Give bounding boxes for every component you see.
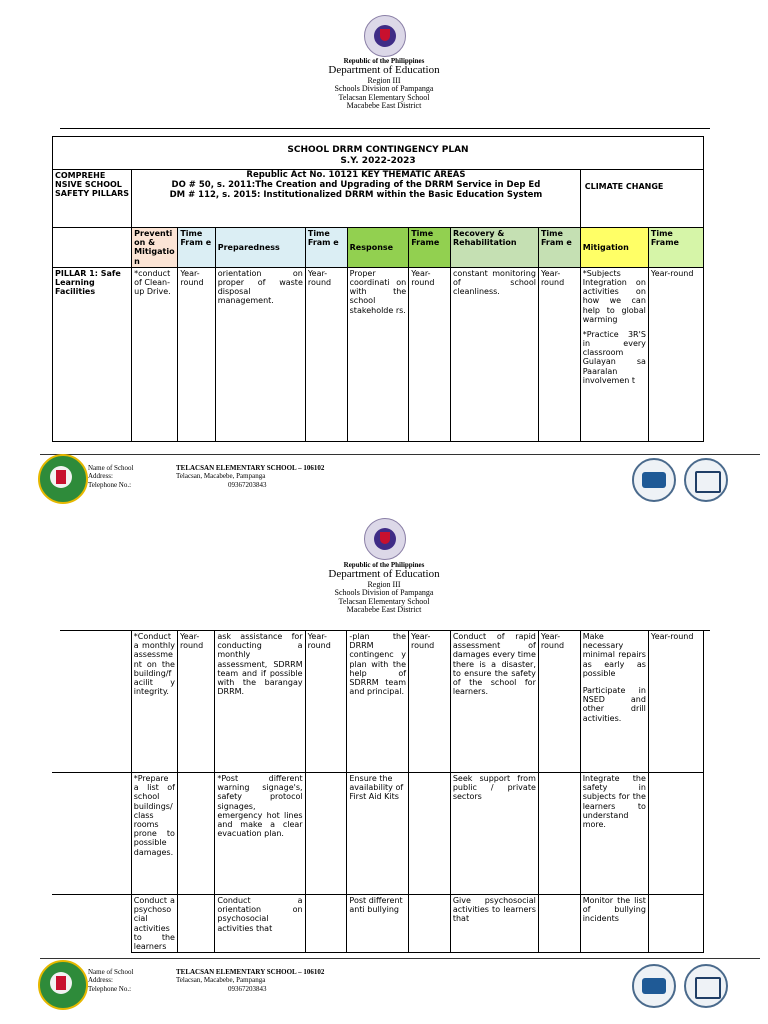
preparedness-cell: orientation on proper of waste disposal management. [215,267,305,441]
time-frame-cell [648,895,703,953]
time-frame-cell: Year-round [305,631,347,773]
response-cell: -plan the DRRM contingenc y plan with the help of SDRRM team and principal. [347,631,409,773]
footer-school-name: TELACSAN ELEMENTARY SCHOOL – 106102 [176,464,325,472]
footer-labels [88,464,134,489]
republic-line: Republic of the Philippines [343,561,425,569]
time-frame-cell: Year-round [177,631,214,773]
col-time-frame-2: Time Fram e [305,228,347,268]
response-cell: Proper coordinati on with the school stakeholde rs. [347,267,409,441]
time-frame-cell: Year-round [648,631,703,773]
contingency-plan-table-continued [52,630,704,953]
thematic-line-1: Republic Act No. 10121 KEY THEMATIC AREAS [246,170,466,180]
footer-values [176,464,324,489]
time-frame-cell: Year-round [538,631,580,773]
footer-name-label: Name of School [88,464,134,472]
time-frame-cell: Year-round [409,631,451,773]
school-line: Telacsan Elementary School [338,92,430,102]
prevention-cell: *Conduct a monthly assessment on the building/facilit y integrity. [131,631,177,773]
deped-seal-icon [364,15,406,57]
dqc-cert-icon [632,964,676,1008]
footer-phone: 09367203843 [228,984,267,993]
department-line: Department of Education [328,64,440,77]
deped-seal-icon [364,518,406,560]
division-line: Schools Division of Pampanga [334,84,434,94]
recovery-cell: constant monitoring of school cleanliness. [450,267,538,441]
time-frame-cell: Year-round [538,267,580,441]
mitigation-item: Make necessary minimal repairs as early as possible [582,632,646,678]
footer-address-label: Address: [88,976,113,985]
footer-rule [40,958,760,959]
time-frame-cell [305,773,347,895]
footer-school-name: TELACSAN ELEMENTARY SCHOOL – 106102 [176,968,325,976]
prevention-cell: *Prepare a list of school buildings/class rooms prone to possible damages. [131,773,177,895]
col-time-frame-1: Time Fram e [178,228,215,268]
footer-values [176,968,324,993]
pillars-header: COMPREHE NSIVE SCHOOL SAFETY PILLARS [53,170,132,228]
preparedness-cell: *Post different warning signage's, safety protocol signages, emergency hot lines and make a clear evacuation plan. [215,773,305,895]
school-line: Telacsan Elementary School [338,596,430,606]
recovery-cell: Conduct of rapid assessment of damages every time there is a disaster, to ensure the safety of the school for learners. [450,631,538,773]
pillar-1-label: PILLAR 1: Safe Learning Facilities [53,267,132,441]
prevention-cell: *conduct of Clean-up Drive. [132,267,178,441]
footer-address: Telacsan, Macabebe, Pampanga [176,472,266,481]
mitigation-cell: Integrate the safety in subjects for the learners to understand more. [580,773,648,895]
school-logo-icon [38,960,88,1010]
plan-title: SCHOOL DRRM CONTINGENCY PLAN [287,145,469,155]
response-cell: Post different anti bullying [347,895,409,953]
footer-rule [40,454,760,455]
mitigation-item: *Practice 3R'S in every classroom Gulayan sa Paaralan involvemen t [582,329,646,385]
col-response: Response [347,228,409,268]
blank-pillar-cell [52,773,131,895]
table-row [52,631,704,773]
header-rule [60,128,710,129]
time-frame-cell [648,773,703,895]
mitigation-cell: Monitor the list of bullying incidents [580,895,648,953]
page2-footer [0,952,768,1016]
recovery-cell: Give psychosocial activities to learners that [450,895,538,953]
thematic-line-3: DM # 112, s. 2015: Institutionalized DRRM within the Basic Education System [169,189,543,200]
thematic-line-2: DO # 50, s. 2011:The Creation and Upgrading of the DRRM Service in Dep Ed [171,179,541,190]
region-line: Region III [367,579,401,589]
page1-footer [0,448,768,508]
page1-letterhead [0,58,768,110]
school-year: S.Y. 2022-2023 [340,155,416,166]
preparedness-cell: Conduct a orientation on psychosocial activities that [215,895,305,953]
time-frame-cell [538,773,580,895]
time-frame-cell: Year-round [305,267,347,441]
blank-pillar-cell [52,895,131,953]
col-time-frame-3: Time Frame [409,228,451,268]
division-line: Schools Division of Pampanga [334,588,434,598]
iqnet-cert-icon [684,458,728,502]
page2-letterhead [0,562,768,614]
time-frame-cell [177,895,214,953]
blank-pillar-cell [52,631,131,773]
footer-address-label: Address: [88,472,113,481]
district-line: Macabebe East District [346,605,422,615]
iqnet-cert-icon [684,964,728,1008]
time-frame-cell: Year-round [178,267,215,441]
footer-phone-label: Telephone No.: [88,480,132,489]
mitigation-cell [580,631,648,773]
blank-header-cell [53,228,132,268]
col-preparedness: Preparedness [215,228,305,268]
response-cell: Ensure the availability of First Aid Kits [347,773,409,895]
school-logo-icon [38,454,88,504]
table-row [53,267,704,441]
plan-title-cell [53,137,704,170]
preparedness-cell: ask assistance for conducting a monthly assessment, SDRRM team and if possible with the barangay DRRM. [215,631,305,773]
time-frame-cell [538,895,580,953]
time-frame-cell: Year-round [648,267,703,441]
mitigation-item: Participate in NSED and other drill activities. [582,685,646,723]
time-frame-cell: Year-round [409,267,451,441]
contingency-plan-table [52,136,704,442]
col-prevention: Prevention & Mitigation [132,228,178,268]
mitigation-item: *Subjects Integration on activities on how we can help to global warming [582,268,646,324]
time-frame-cell [305,895,347,953]
prevention-cell: Conduct a psychosocial activities to the learners [131,895,177,953]
republic-line: Republic of the Philippines [343,57,425,65]
col-time-frame-4: Time Fram e [538,228,580,268]
region-line: Region III [367,75,401,85]
department-line: Department of Education [328,568,440,581]
recovery-cell: Seek support from public / private sectors [450,773,538,895]
footer-address: Telacsan, Macabebe, Pampanga [176,976,266,985]
mitigation-cell [580,267,648,441]
footer-labels [88,968,134,993]
climate-change-header: CLIMATE CHANGE [580,170,703,228]
footer-phone: 09367203843 [228,480,267,489]
footer-name-label: Name of School [88,968,134,976]
col-mitigation: Mitigation [580,228,648,268]
col-time-frame-5: Time Frame [648,228,703,268]
thematic-areas-header [132,170,581,228]
district-line: Macabebe East District [346,101,422,111]
time-frame-cell [409,773,451,895]
table-row [52,895,704,953]
dqc-cert-icon [632,458,676,502]
time-frame-cell [409,895,451,953]
col-recovery: Recovery & Rehabilitation [450,228,538,268]
footer-phone-label: Telephone No.: [88,984,132,993]
time-frame-cell [177,773,214,895]
table-row [52,773,704,895]
